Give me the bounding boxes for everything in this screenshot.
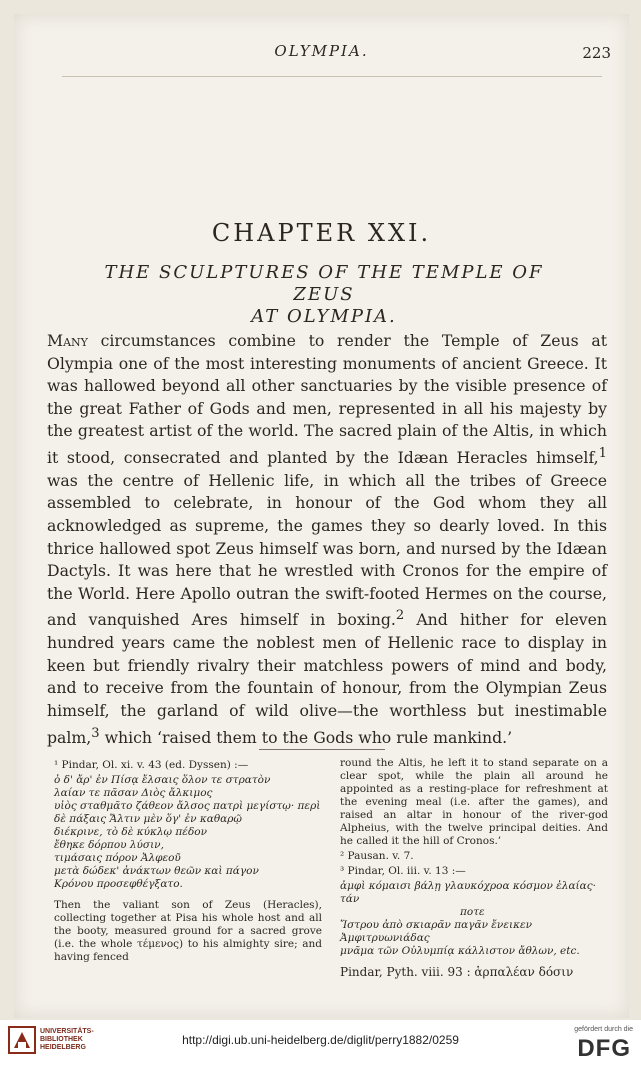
footnotes-left-column [54, 759, 322, 966]
text-run: And hither for eleven hundred years came the noblest men of Hellenic race to display in keen but friendly rivalry their matchless powers of mind and body, and to receive from the fountain of honour, from the Olympian Zeus himself, the garland of wild olive—the worthless but inestimable palm, [47, 610, 607, 747]
paragraph [47, 330, 607, 749]
greek-line: Ἴστρου ἀπὸ σκιαρᾶν παγᾶν ἔνεικεν Ἀμφιτρυωνιάδας [340, 919, 532, 944]
permalink-url[interactable]: http://digi.ub.uni-heidelberg.de/diglit/perry1882/0259 [182, 1033, 459, 1047]
subtitle-line-1: THE SCULPTURES OF THE TEMPLE OF ZEUS [104, 262, 544, 305]
greek-line: δὲ πάξαις Ἄλτιν μὲν ὅγ' ἐν καθαρῷ [54, 813, 242, 825]
greek-line: υἱὸς σταθμᾶτο ζάθεον ἄλσος πατρὶ μεγίστῳ· περὶ [54, 800, 321, 812]
footnote-translation: Then the valiant son of Zeus (Heracles), collecting together at Pisa his whole host and all the booty, measured ground for a sacred grove (i.e. the whole τέμενος) to his almighty sire; and having fenced [54, 899, 322, 963]
greek-line: ἔθηκε δόρπου λύσιν, [54, 839, 164, 851]
text-run: circumstances combine to render the Temple of Zeus at Olympia one of the most interesting monuments of ancient Greece. It was hallowed beyond all other sanctuaries by the visible presence of the great Father of Gods and men, represented in all his majesty by the greatest artist of the world. The sacred plain of the Altis, in which it stood, consecrated and planted by the Idæan Heracles himself, [47, 331, 607, 468]
dfg-logo[interactable]: DFG [577, 1035, 631, 1062]
footnote-ref: 1 [598, 445, 607, 461]
logo-text-line: BIBLIOTHEK [40, 1036, 83, 1043]
footnote-ref: 3 [91, 725, 100, 741]
logo-text-line: HEIDELBERG [40, 1044, 86, 1051]
greek-line: τιμάσαις πόρον Ἀλφεοῦ [54, 852, 181, 864]
greek-line: Κρόνου προσεφθέγξατο. [54, 878, 183, 890]
text-run: was the centre of Hellenic life, in which all the tribes of Greece assembled to celebrate, in honour of the God whom they all acknowledged as supreme, the games they so dearly loved. In this thrice hallowed spot Zeus himself was born, and nursed by the Idæan Dactyls. It was here that he wrestled with Cronos for the empire of the World. Here Apollo outran the swift-footed Hermes on the course, and vanquished Ares himself in boxing. [47, 470, 607, 630]
footnotes-right-column [340, 757, 608, 981]
logo-text-line: UNIVERSITÄTS- [40, 1028, 94, 1035]
subtitle-line-2: AT OLYMPIA. [251, 306, 397, 327]
footnote-tail: Pindar, Pyth. viii. 93 : ἁρπαλέαν δόσιν [340, 965, 574, 979]
footnote-continuation: round the Altis, he left it to stand separate on a clear spot, while the plain all around he appointed as a resting-place for refreshment at the evening meal (i.e. after the games), and raised an altar in honour of the river-god Alpheius, with the twelve principal deities. And he called it the hill of Cronos.’ [340, 757, 608, 847]
greek-line: λαίαν τε πᾶσαν Διὸς ἄλκιμος [54, 787, 213, 799]
text-run: which ‘raised them to the Gods who rule mankind.’ [99, 727, 513, 747]
book-page [14, 14, 629, 1018]
lead-word: Many [47, 331, 88, 350]
greek-line: διέκρινε, τὸ δὲ κύκλῳ πέδον [54, 826, 207, 838]
greek-quote [54, 774, 322, 891]
footnote-divider [259, 749, 385, 750]
chapter-title: CHAPTER XXI. [211, 219, 432, 247]
greek-line: ποτε [460, 906, 485, 918]
greek-quote [340, 880, 608, 958]
footnote-2: ² Pausan. v. 7. [340, 850, 414, 862]
footnote-3-heading: ³ Pindar, Ol. iii. v. 13 :— [340, 865, 466, 877]
body-text [47, 330, 607, 749]
chapter-subtitle [74, 262, 574, 328]
greek-line: ἀμφὶ κόμαισι βάλῃ γλαυκόχροα κόσμον ἐλαίας· τάν [340, 880, 596, 905]
footnote-1-heading: ¹ Pindar, Ol. xi. v. 43 (ed. Dyssen) :— [54, 759, 249, 771]
greek-line: ὁ δ' ἄρ' ἐν Πίσᾳ ἔλσαις ὅλον τε στρατὸν [54, 774, 271, 786]
page-number: 223 [582, 44, 611, 62]
header-divider [62, 76, 602, 77]
running-head: OLYMPIA. [274, 42, 369, 60]
funding-caption: gefördert durch die [574, 1026, 633, 1033]
footnote-ref: 2 [395, 608, 405, 624]
viewer-footer [0, 1020, 641, 1066]
greek-line: μνᾶμα τῶν Οὐλυμπίᾳ κάλλιστον ἄθλων, etc. [340, 945, 580, 957]
greek-line: μετὰ δώδεκ' ἀνάκτων θεῶν καὶ πάγον [54, 865, 259, 877]
